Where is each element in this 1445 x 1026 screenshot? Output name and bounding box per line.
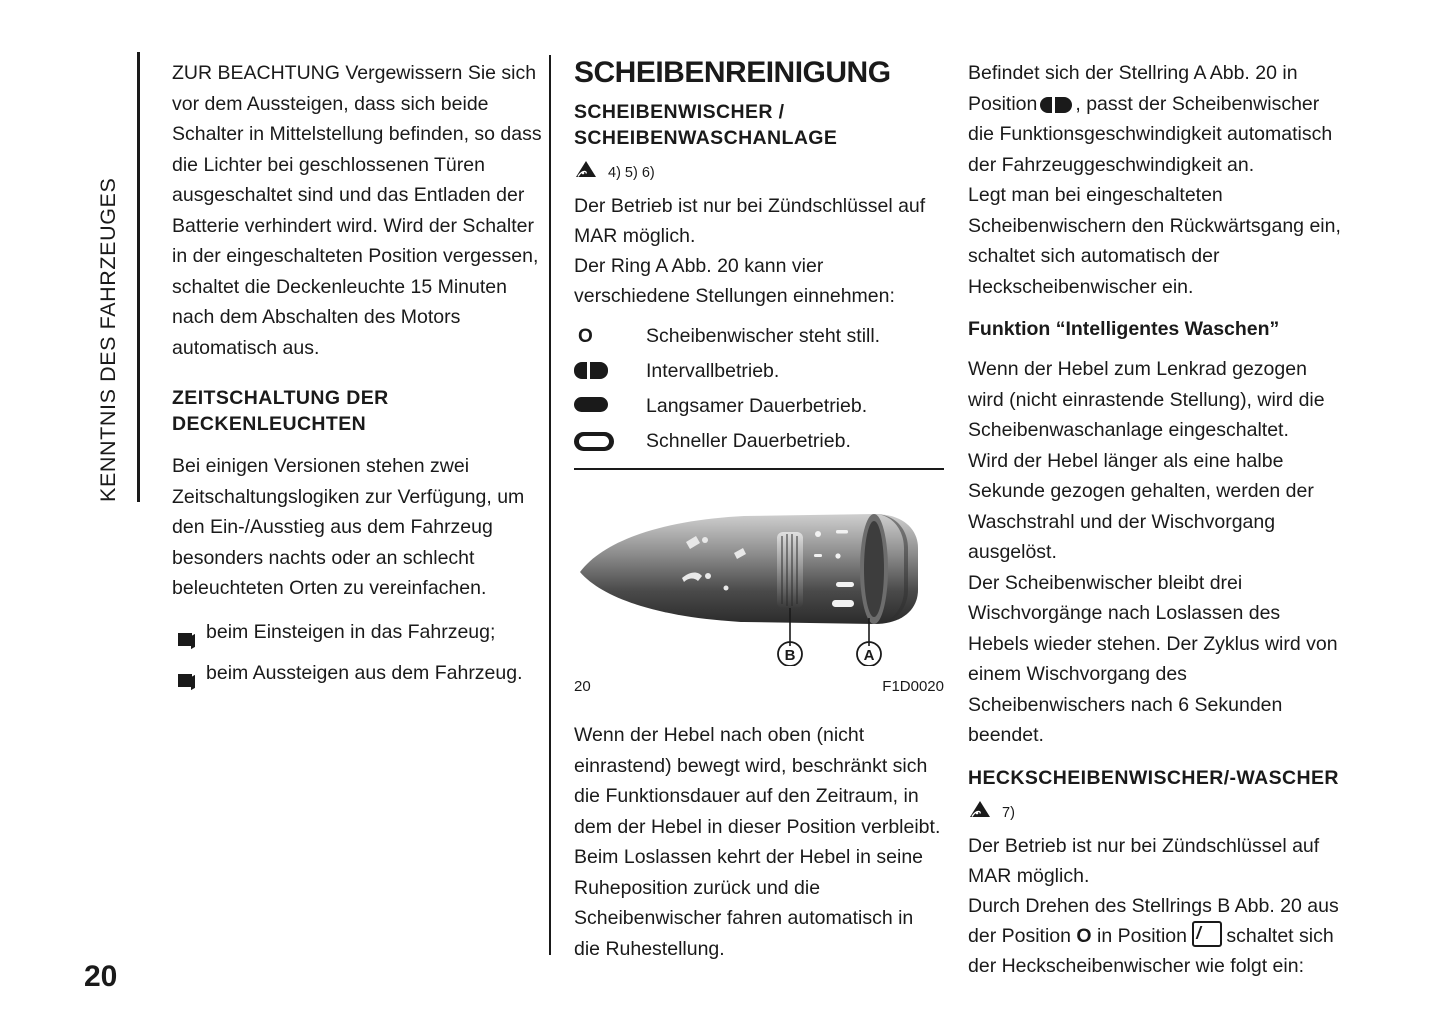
- warning-hand-icon: [968, 799, 994, 821]
- list-item: [172, 659, 542, 697]
- paragraph-stellring-b-b: in Position: [1097, 924, 1187, 947]
- figure-stalk: [574, 486, 944, 703]
- symbol-row-off: [574, 323, 944, 349]
- footnote-markers: 4) 5) 6): [608, 164, 655, 181]
- figure-code: F1D0020: [882, 677, 944, 695]
- figure-caption: [574, 672, 944, 703]
- intermittent-pill-symbol-icon: [574, 358, 646, 379]
- figure-top-rule: [574, 468, 944, 470]
- paragraph-stellring-b-a: Durch Drehen des Stellrings B Abb. 20 aus der Position: [968, 894, 1339, 947]
- paragraph-stellring-before: Befindet sich der Stellring A Abb. 20 in Position: [968, 62, 1298, 115]
- paragraph-rueckwaertsgang: Legt man bei eingeschalteten Scheibenwischern den Rückwärtsgang ein, schaltet sich automatisch der Heckscheibenwischer ein.: [968, 184, 1341, 298]
- paragraph-stellring-after: , passt der Scheibenwischer die Funktionsgeschwindigkeit automatisch der Fahrzeuggeschwindigkeit an.: [968, 92, 1333, 176]
- circle-o-symbol-icon: O: [578, 325, 593, 347]
- warning-hand-icon: [574, 159, 600, 181]
- square-marker-icon: [178, 659, 206, 697]
- paragraph-stellring: [968, 58, 1343, 180]
- paragraph-ring-a: Der Ring A Abb. 20 kann vier verschiedene Stellungen einnehmen:: [574, 254, 895, 307]
- square-marker-icon: [178, 618, 206, 656]
- column-left: [172, 58, 542, 701]
- symbol-row-intermittent: [574, 358, 944, 384]
- note-paragraph: ZUR BEACHTUNG Vergewissern Sie sich vor dem Aussteigen, dass sich beide Schalter in Mittelstellung befinden, so dass die Lichter bei geschlossenen Türen ausgeschaltet sind und das Entladen der Batterie verhindert wird. Wird der Schalter in der eingeschalteten Position vergessen, schaltet die Deckenleuchte 15 Minuten nach dem Abschalten des Motors automatisch aus.: [172, 62, 542, 359]
- paragraph-stellring-b-c: schaltet sich der Heckscheibenwischer wie folgt ein:: [968, 924, 1334, 977]
- symbol-label: Intervallbetrieb.: [646, 359, 780, 382]
- symbol-label: Scheibenwischer steht still.: [646, 324, 881, 347]
- paragraph-wischvorgaenge: Der Scheibenwischer bleibt drei Wischvorgänge nach Loslassen des Hebels wieder stehen. Der Zyklus wird von einem Wischvorgang des Scheibenwischers nach 6 Sekunden beendet.: [968, 571, 1338, 746]
- fast-continuous-pill-symbol-icon: [574, 428, 646, 451]
- figure-number: 20: [574, 677, 591, 695]
- symbol-row-fast: [574, 428, 944, 454]
- footnote-markers: 7): [1002, 804, 1015, 821]
- running-head-text: KENNTNIS DES FAHRZEUGES: [96, 177, 120, 502]
- stalk-illustration: [574, 486, 944, 666]
- running-head: [96, 52, 140, 502]
- paragraph-halbe-sekunde: Wird der Hebel länger als eine halbe Sekunde gezogen gehalten, werden der Waschstrahl und der Wischvorgang ausgelöst.: [968, 449, 1314, 563]
- symbol-row-slow: [574, 393, 944, 419]
- column-divider: [549, 55, 551, 955]
- list-item: [172, 618, 542, 656]
- heading-heckscheibenwischer: HECKSCHEIBENWISCHER/-WASCHER: [968, 766, 1339, 789]
- page-number: 20: [84, 960, 118, 993]
- paragraph-betrieb-mar: Der Betrieb ist nur bei Zündschlüssel auf MAR möglich.: [968, 834, 1320, 887]
- column-right: [968, 58, 1343, 981]
- rear-wiper-symbol-icon: [1192, 921, 1222, 947]
- symbol-label: Langsamer Dauerbetrieb.: [646, 394, 868, 417]
- footnote-marker-row: [574, 157, 944, 183]
- svg-text:A: A: [863, 646, 875, 664]
- paragraph-zeitschaltung: Bei einigen Versionen stehen zwei Zeitschaltungslogiken zur Verfügung, um den Ein-/Ausstieg aus dem Fahrzeug besonders nachts oder an schlecht beleuchteten Orten zu vereinfachen.: [172, 455, 525, 599]
- symbol-label: Schneller Dauerbetrieb.: [646, 429, 851, 452]
- running-head-rule: [137, 52, 140, 502]
- circle-o-symbol-icon: O: [1076, 924, 1092, 947]
- paragraph-waschanlage: Wenn der Hebel zum Lenkrad gezogen wird (nicht einrastende Stellung), wird die Scheibenwaschanlage eingeschaltet.: [968, 358, 1325, 441]
- svg-text:B: B: [784, 646, 796, 664]
- heading-intelligentes-waschen: Funktion “Intelligentes Waschen”: [968, 318, 1280, 340]
- paragraph-stellring-b: [968, 891, 1343, 981]
- list-item-label: beim Einsteigen in das Fahrzeug;: [206, 620, 496, 643]
- list-item-label: beim Aussteigen aus dem Fahrzeug.: [206, 662, 523, 684]
- slow-continuous-pill-symbol-icon: [574, 393, 646, 412]
- intermittent-pill-symbol-icon: [1040, 97, 1072, 113]
- heading-zeitschaltung: ZEITSCHALTUNG DER DECKENLEUCHTEN: [172, 387, 389, 435]
- section-title: SCHEIBENREINIGUNG: [574, 56, 891, 89]
- paragraph-betrieb: Der Betrieb ist nur bei Zündschlüssel auf MAR möglich.: [574, 194, 926, 247]
- footnote-marker-row: [968, 797, 1343, 823]
- column-center: [574, 58, 944, 964]
- paragraph-hebel-oben: Wenn der Hebel nach oben (nicht einrastend) bewegt wird, beschränkt sich die Funktionsdauer auf den Zeitraum, in dem der Hebel in dieser Position verbleibt. Beim Loslassen kehrt der Hebel in seine Ruheposition zurück und die Scheibenwischer fahren automatisch in die Ruhestellung.: [574, 724, 941, 960]
- section-subtitle: SCHEIBENWISCHER / SCHEIBENWASCHANLAGE: [574, 100, 838, 149]
